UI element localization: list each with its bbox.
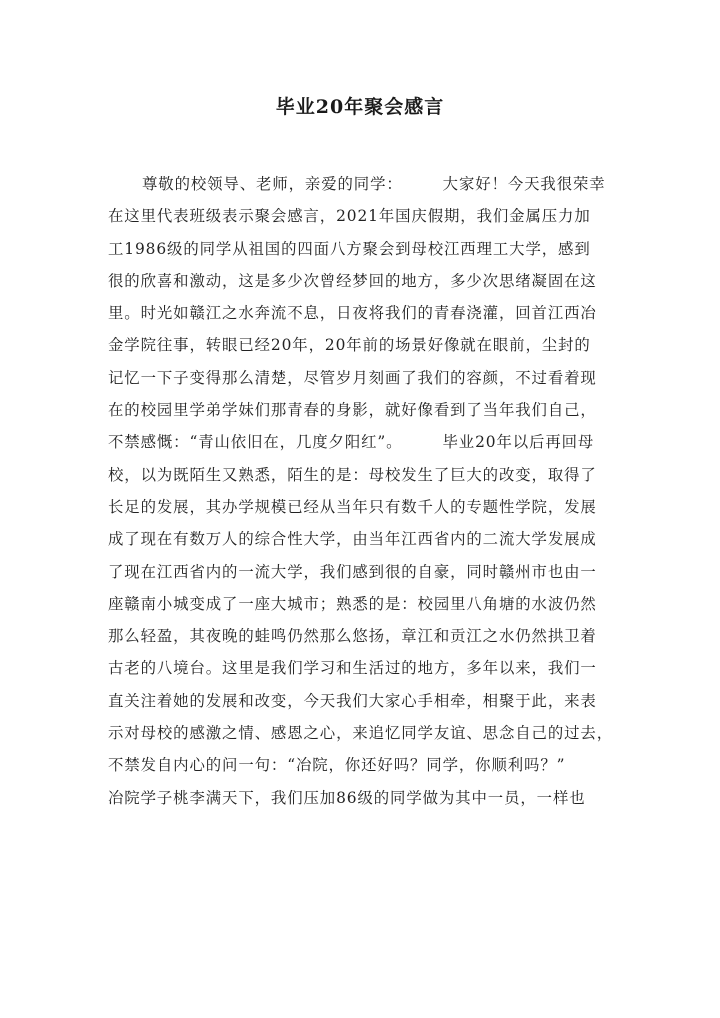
paragraph-line: 工1986级的同学从祖国的四面八方聚会到母校江西理工大学，感到 bbox=[108, 239, 591, 258]
paragraph-line: 在这里代表班级表示聚会感言，2021年国庆假期，我们金属压力加 bbox=[108, 207, 591, 226]
paragraph-line: 座赣南小城变成了一座大城市；熟悉的是：校园里八角塘的水波仍然 bbox=[108, 594, 597, 613]
paragraph-line: 古老的八境台。这里是我们学习和生活过的地方，多年以来，我们一 bbox=[108, 659, 597, 678]
paragraph-line: 长足的发展，其办学规模已经从当年只有数千人的专题性学院，发展 bbox=[108, 497, 597, 516]
salutation-text: 尊敬的校领导、老师，亲爱的同学： bbox=[142, 175, 403, 193]
paragraph-line: 金学院往事，转眼已经20年，20年前的场景好像就在眼前，尘封的 bbox=[108, 336, 591, 355]
paragraph-start-text: 毕业20年以后再回母 bbox=[442, 433, 595, 452]
paragraph-line: 记忆一下子变得那么清楚，尽管岁月刻画了我们的容颜，不过看着现 bbox=[108, 368, 597, 387]
quote-text: 不禁感慨：“青山依旧在，几度夕阳红”。 bbox=[108, 433, 403, 452]
paragraph-line: 在的校园里学弟学妹们那青春的身影，就好像看到了当年我们自己， bbox=[108, 401, 597, 420]
paragraph-line: 直关注着她的发展和改变，今天我们大家心手相牵，相聚于此，来表 bbox=[108, 691, 597, 710]
greeting-text: 大家好！今天我很荣幸 bbox=[442, 175, 606, 193]
document-body bbox=[108, 168, 614, 814]
paragraph-line: 很的欣喜和激动，这是多少次曾经梦回的地方，多少次思绪凝固在这 bbox=[108, 271, 597, 290]
paragraph-line: 示对母校的感激之情、感恩之心，来追忆同学友谊、思念自己的过去， bbox=[108, 724, 614, 743]
paragraph-line bbox=[108, 426, 614, 458]
paragraph-line: 成了现在有数万人的综合性大学，由当年江西省内的二流大学发展成 bbox=[108, 530, 597, 549]
paragraph-line bbox=[108, 168, 614, 200]
paragraph-line: 冶院学子桃李满天下，我们压加86级的同学做为其中一员，一样也 bbox=[108, 788, 586, 807]
paragraph-line: 校，以为既陌生又熟悉，陌生的是：母校发生了巨大的改变，取得了 bbox=[108, 465, 597, 484]
paragraph-line: 那么轻盈，其夜晚的蛙鸣仍然那么悠扬，章江和贡江之水仍然拱卫着 bbox=[108, 627, 597, 646]
document-title: 毕业20年聚会感言 bbox=[275, 96, 445, 118]
paragraph-line: 里。时光如赣江之水奔流不息，日夜将我们的青春浇灌，回首江西冶 bbox=[108, 304, 597, 323]
paragraph-line: 了现在江西省内的一流大学，我们感到很的自豪，同时赣州市也由一 bbox=[108, 562, 597, 581]
paragraph-line: 不禁发自内心的问一句：“冶院，你还好吗？同学，你顺利吗？” bbox=[108, 756, 566, 775]
